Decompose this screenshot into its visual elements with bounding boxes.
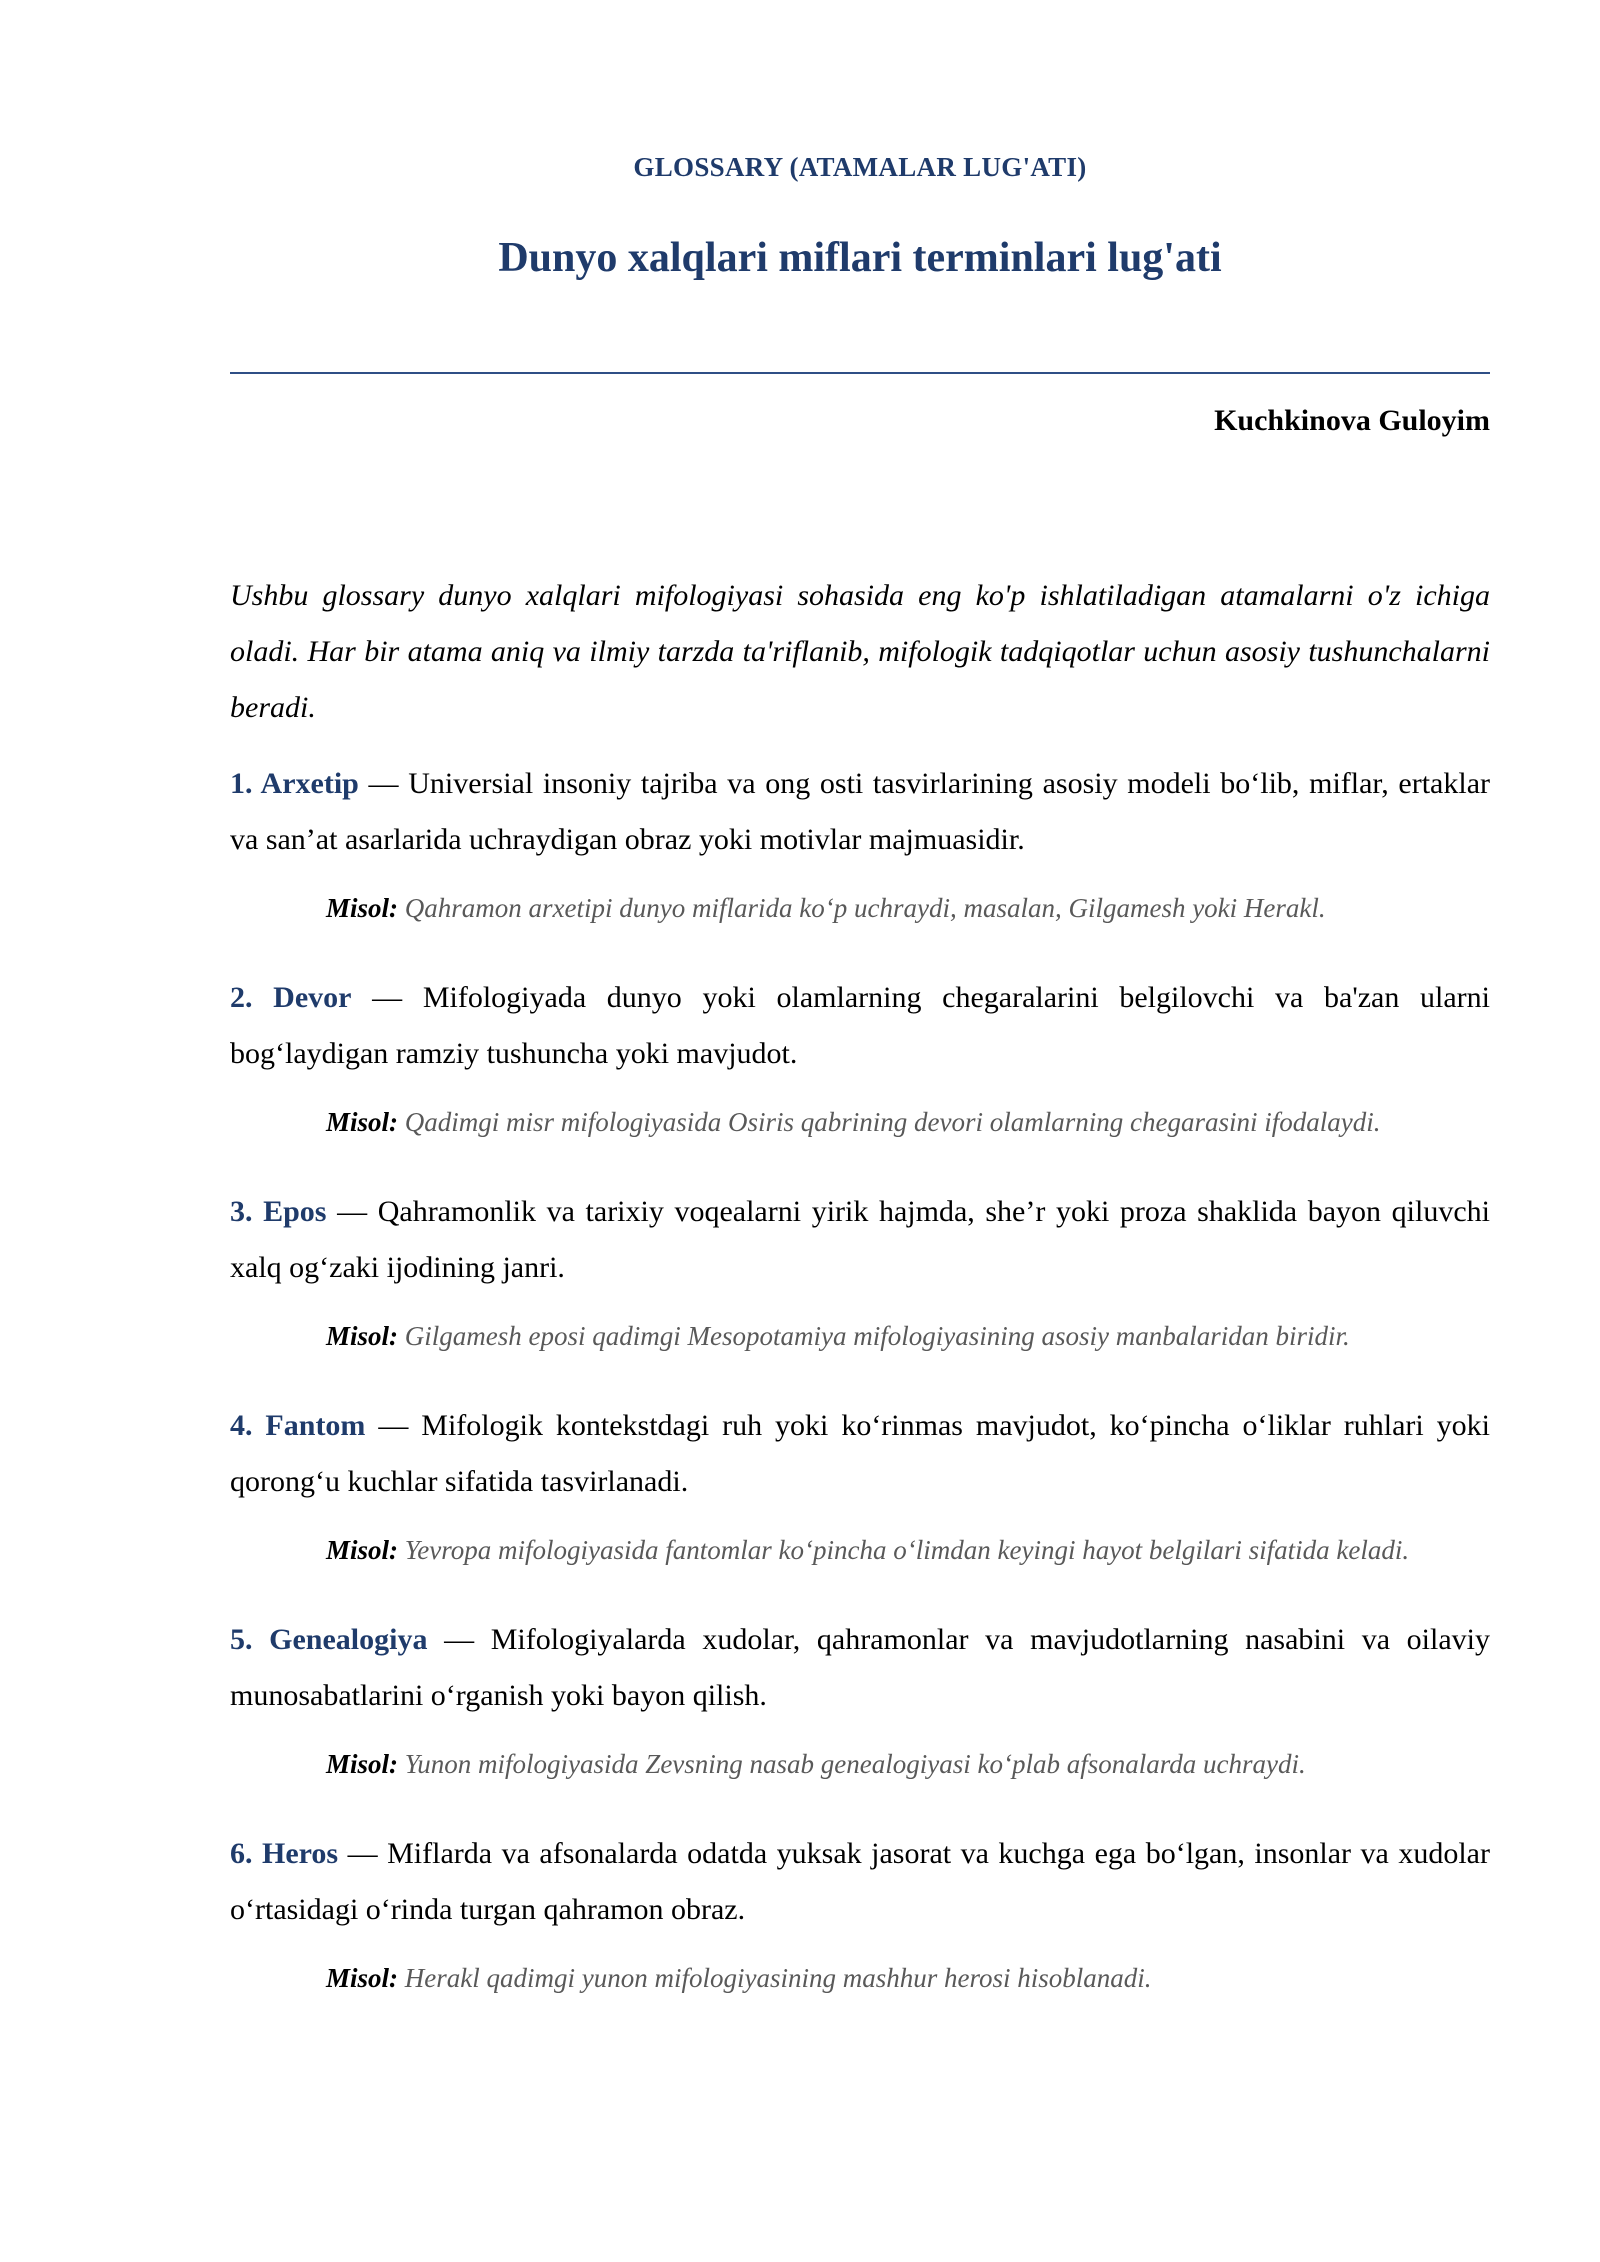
entry-definition-text: — Universial insoniy tajriba va ong osti tasvirlarining asosiy modeli bo‘lib, miflar, ertaklar va san’at asarlarida uchraydigan obraz yoki motivlar majmuasidir.: [230, 767, 1491, 856]
entry-definition-text: — Mifologik kontekstdagi ruh yoki ko‘rinmas mavjudot, ko‘pincha o‘liklar ruhlari yoki qorong‘u kuchlar sifatida tasvirlanadi.: [230, 1409, 1490, 1498]
example-text: Qadimgi misr mifologiyasida Osiris qabrining devori olamlarning chegarasini ifodalaydi.: [404, 1107, 1381, 1137]
entry-term: 6. Heros: [230, 1837, 339, 1870]
glossary-entry: [230, 970, 1490, 1148]
example-text: Qahramon arxetipi dunyo miflarida ko‘p uchraydi, masalan, Gilgamesh yoki Herakl.: [404, 893, 1326, 923]
example-text: Gilgamesh eposi qadimgi Mesopotamiya mifologiyasining asosiy manbalaridan biridir.: [404, 1321, 1350, 1351]
title-divider: [230, 372, 1490, 374]
page-title: Dunyo xalqlari miflari terminlari lug'ati: [498, 235, 1222, 281]
glossary-entry: [230, 756, 1490, 934]
entry-definition: [230, 1826, 1490, 1938]
entry-definition-text: — Miflarda va afsonalarda odatda yuksak jasorat va kuchga ega bo‘lgan, insonlar va xudolar o‘rtasidagi o‘rinda turgan qahramon obraz.: [230, 1837, 1490, 1926]
glossary-entries: [230, 756, 1490, 2004]
entry-term: 2. Devor: [230, 981, 352, 1014]
entry-definition: [230, 1398, 1490, 1510]
example-text: Yunon mifologiyasida Zevsning nasab genealogiyasi ko‘plab afsonalarda uchraydi.: [404, 1749, 1306, 1779]
example-label: Misol:: [326, 1321, 399, 1351]
entry-term: 5. Genealogiya: [230, 1623, 428, 1656]
entry-definition: [230, 1612, 1490, 1724]
example-text: Herakl qadimgi yunon mifologiyasining mashhur herosi hisoblanadi.: [404, 1963, 1152, 1993]
glossary-entry: [230, 1398, 1490, 1576]
entry-definition-text: — Mifologiyalarda xudolar, qahramonlar va mavjudotlarning nasabini va oilaviy munosabatlarini o‘rganish yoki bayon qilish.: [230, 1623, 1490, 1712]
entry-example: [326, 1524, 1490, 1576]
entry-definition: [230, 1184, 1490, 1296]
entry-term: 3. Epos: [230, 1195, 327, 1228]
entry-example: [326, 882, 1490, 934]
glossary-kicker: GLOSSARY (ATAMALAR LUG'ATI): [633, 152, 1087, 182]
entry-example: [326, 1952, 1490, 2004]
glossary-entry: [230, 1612, 1490, 1790]
example-label: Misol:: [326, 1749, 399, 1779]
example-label: Misol:: [326, 1107, 399, 1137]
example-label: Misol:: [326, 1535, 399, 1565]
example-text: Yevropa mifologiyasida fantomlar ko‘pincha o‘limdan keyingi hayot belgilari sifatida keladi.: [404, 1535, 1410, 1565]
glossary-entry: [230, 1184, 1490, 1362]
author-name: Kuchkinova Guloyim: [1214, 404, 1490, 437]
entry-definition: [230, 970, 1490, 1082]
intro-paragraph: Ushbu glossary dunyo xalqlari mifologiyasi sohasida eng ko'p ishlatiladigan atamalarni o'z ichiga oladi. Har bir atama aniq va ilmiy tarzda ta'riflanib, mifologik tadqiqotlar uchun asosiy tushunchalarni beradi.: [230, 579, 1490, 724]
entry-term: 4. Fantom: [230, 1409, 366, 1442]
example-label: Misol:: [326, 1963, 399, 1993]
entry-definition-text: — Qahramonlik va tarixiy voqealarni yirik hajmda, she’r yoki proza shaklida bayon qiluvchi xalq og‘zaki ijodining janri.: [230, 1195, 1490, 1284]
entry-example: [326, 1310, 1490, 1362]
entry-definition: [230, 756, 1490, 868]
entry-example: [326, 1096, 1490, 1148]
entry-example: [326, 1738, 1490, 1790]
entry-term: 1. Arxetip: [230, 767, 359, 800]
entry-definition-text: — Mifologiyada dunyo yoki olamlarning chegaralarini belgilovchi va ba'zan ularni bog‘laydigan ramziy tushuncha yoki mavjudot.: [230, 981, 1491, 1070]
example-label: Misol:: [326, 893, 399, 923]
glossary-entry: [230, 1826, 1490, 2004]
